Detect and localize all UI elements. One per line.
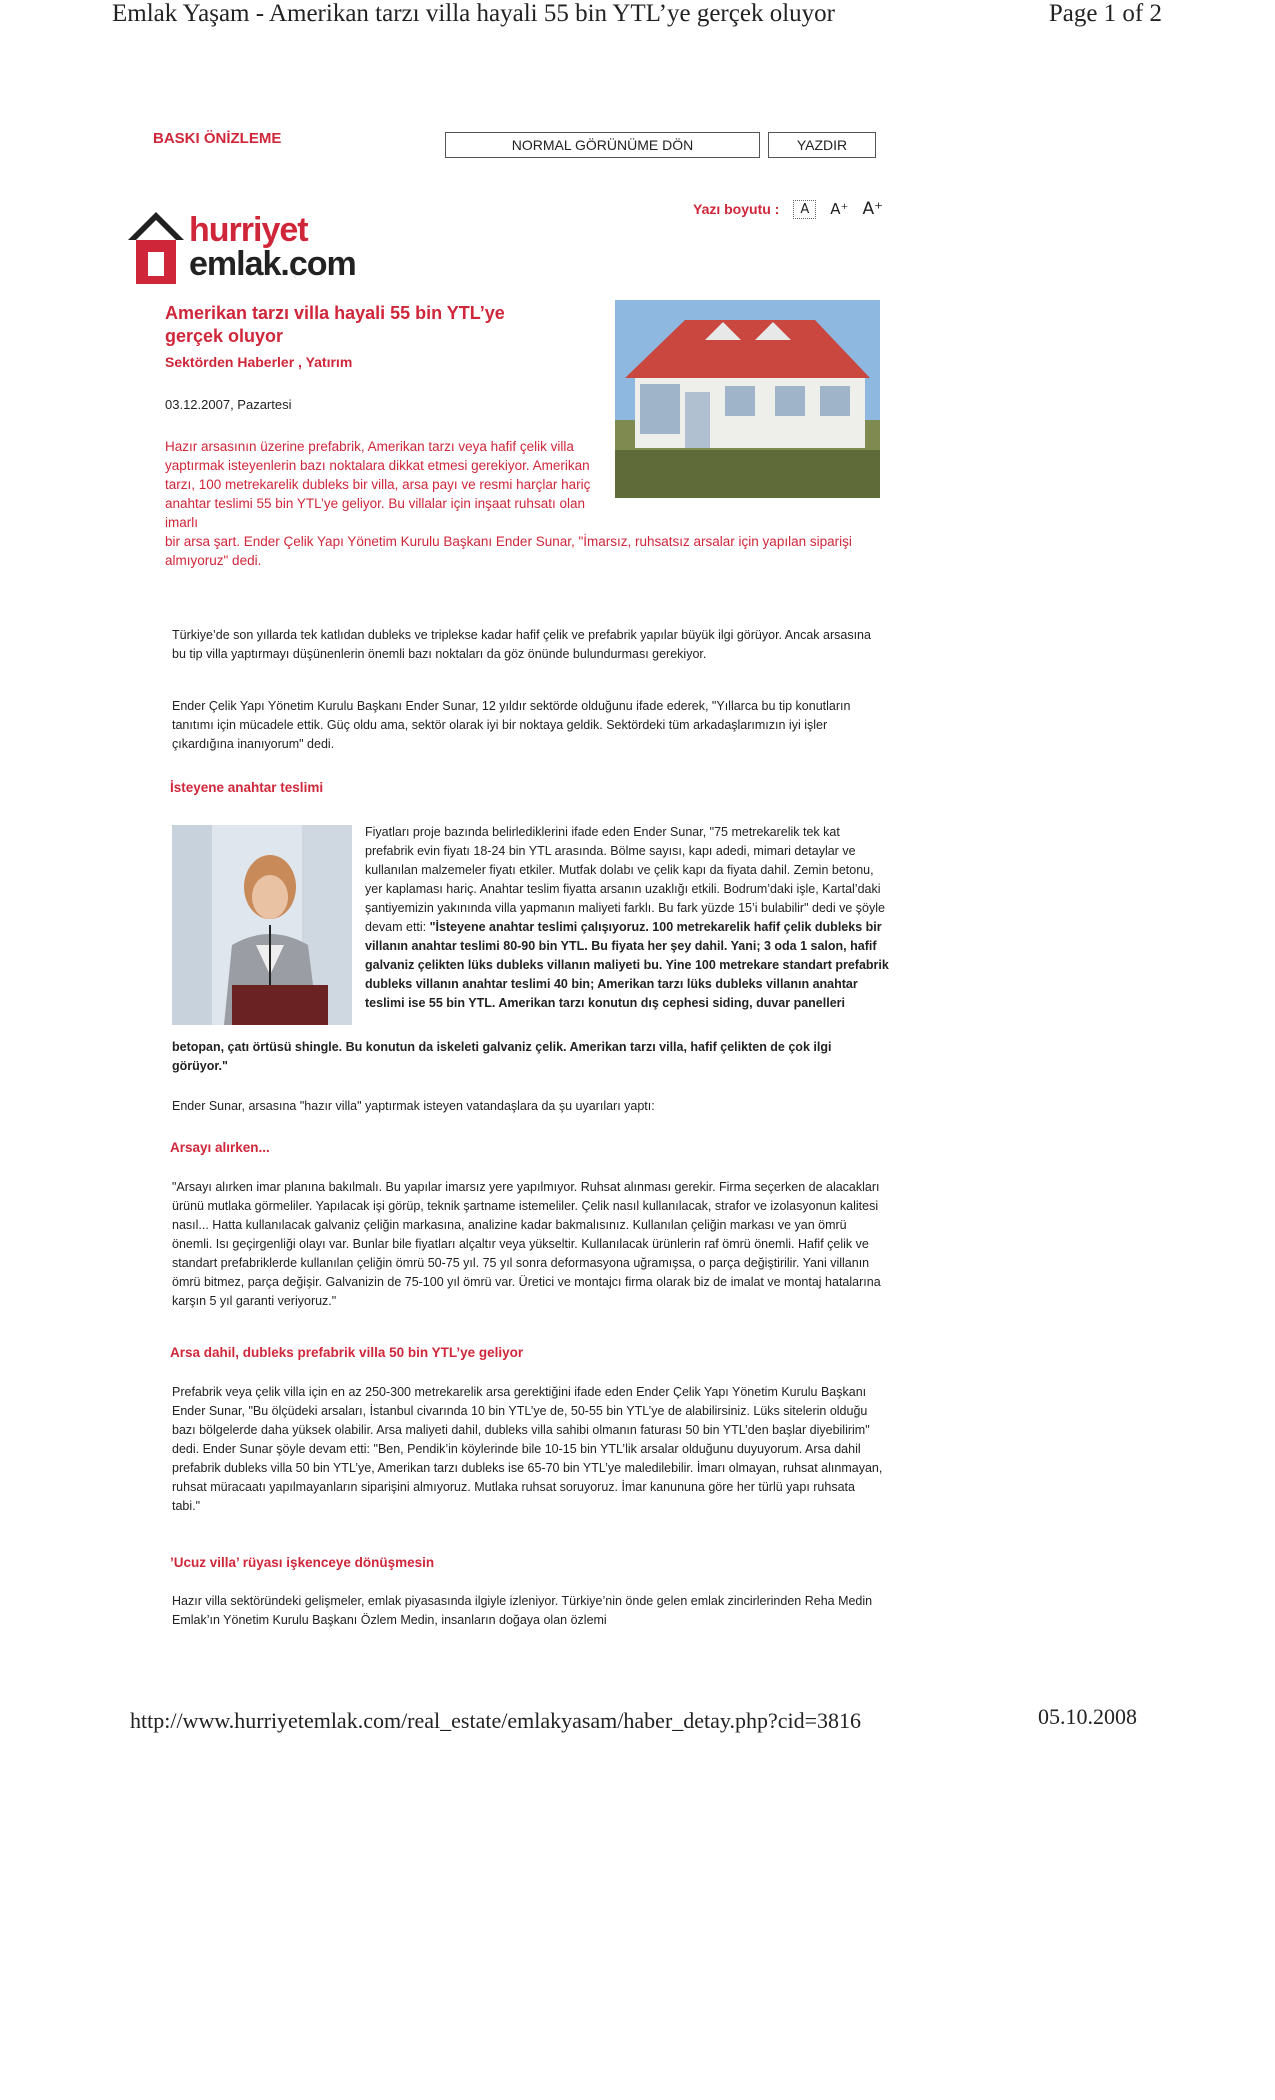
article-lead-part1: Hazır arsasının üzerine prefabrik, Amerikan tarzı veya hafif çelik villa yaptırmak isteyenlerin bazı noktalara dikkat etmesi gerekiyor. Amerikan tarzı, 100 metrekarelik dubleks bir villa, arsa payı ve resmi harçlar hariç anahtar teslimi 55 bin YTL’ye geliyor. Bu villalar için inşaat ruhsatı olan imarlı — [165, 439, 591, 530]
logo-text-emlak: emlak.com — [189, 245, 356, 283]
article-headline: Amerikan tarzı villa hayali 55 bin YTL’ye gerçek oluyor — [165, 303, 505, 346]
article-paragraph-7: Hazır villa sektöründeki gelişmeler, emlak piyasasında ilgiyle izleniyor. Türkiye’nin önde gelen emlak zincirlerinden Reha Medin Emlak’ın Yönetim Kurulu Başkanı Özlem Medin, insanların doğaya olan özlemi — [172, 1594, 873, 1627]
house-logo-icon — [126, 208, 186, 286]
subheading-ucuz-villa: ’Ucuz villa’ rüyası işkenceye dönüşmesin — [170, 1555, 435, 1570]
font-size-small-button[interactable]: A — [793, 200, 816, 219]
article-paragraph-6: Prefabrik veya çelik villa için en az 250-300 metrekarelik arsa gerektiğini ifade eden Ender Çelik Yapı Yönetim Kurulu Başkanı Ender Sunar, "Bu ölçüdeki arsaları, İstanbul civarında 10 bin YTL’ye de, 50-55 bin YTL’ye de alabilirsiniz. Lüks sitelerin olduğu bazı bölgelerde daha yüksek olabilir. Arsa maliyeti dahil, dubleks villa sahibi olmanın faturası 50 bin YTL’den başlar diyebilirim" dedi. Ender Sunar şöyle devam etti: "Ben, Pendik’in köylerinde bile 10-15 bin YTL’lik arsalar olduğunu duyuyorum. Arsa dahil prefabrik dubleks villa 50 bin YTL’ye, Amerikan tarzı dubleks ise 65-70 bin YTL’ye maledilebilir. İmarı olmayan, ruhsat alınmayan, ruhsat müracaatı yapılmayanların siparişini almıyoruz. Mutlaka ruhsat soruyoruz. İmar kanununa göre her türlü yapı ruhsata tabi." — [172, 1385, 883, 1513]
article-paragraph-5: "Arsayı alırken imar planına bakılmalı. Bu yapılar imarsız yere yapılmıyor. Ruhsat alınması gerekir. Firma seçerken de alacakları ürünü mutlaka görmeliler. Yapılacak işi görüp, teknik şartname istemeliler. Çelik nasıl kullanılacak, strafor ve izolasyonun kalitesi nasıl... Hatta kullanılacak galvaniz çeliğin markasına, analizine kadar bakmalısınız. Kullanılan çeliğin markası ve yan ömrü önemli. Isı geçirgenliği olayı var. Bunlar bile fiyatları alçaltır veya yükseltir. Kullanılacak ürünlerin raf ömrü önemli. Hafif çelik ve standart prefabriklerde kullanılan çeliğin ömrü 50-75 yıl. 75 yıl sonra deformasyona uğramışsa, o parça değiştirilir. Yani villanın ömrü bitmez, parça değişir. Galvanizin de 75-100 yıl ömrü var. Üretici ve montajcı firma olarak biz de imalat ve montaj hatalarına karşın 5 yıl garanti veriyoruz." — [172, 1180, 881, 1308]
subheading-anahtar-teslimi: İsteyene anahtar teslimi — [170, 780, 324, 795]
article-paragraph-3-quote: "İsteyene anahtar teslimi çalışıyoruz. 100 metrekarelik hafif çelik dubleks bir villanın anahtar teslimi 80-90 bin YTL. Bu fiyata her şey dahil. Yani; 3 oda 1 salon, hafif galvaniz çelikten lüks dubleks villanın maliyeti bu. Yine 100 metrekare standart prefabrik dubleks villanın anahtar teslimi 40 bin; Amerikan tarzı lüks dubleks villanın anahtar teslimi ise 55 bin YTL. Amerikan tarzı konutun dış cephesi siding, duvar panelleri — [365, 920, 889, 1010]
article-paragraph-3-text: Fiyatları proje bazında belirlediklerini ifade eden Ender Sunar, "75 metrekarelik tek kat prefabrik evin fiyatı 18-24 bin YTL arasında. Bölme sayısı, kapı adedi, mimari detaylar ve kullanılan malzemeler fiyatı etkiler. Mutfak dolabı ve çelik kapı da fiyata dahil. Zemin betonu, yer kaplaması hariç. Anahtar teslim fiyatta arsanın uzaklığı etkili. Bodrum’daki işle, Kartal’daki şantiyemizin yakınında villa yapmanın maliyeti farklı. Bu fark yüzde 15’i bulabilir" dedi ve şöyle devam etti: — [365, 825, 885, 934]
normal-view-button[interactable]: NORMAL GÖRÜNÜME DÖN — [445, 132, 760, 158]
article-lead — [165, 437, 865, 570]
logo-text-hurriyet: hurriyet — [189, 211, 308, 249]
subheading-arsa-dahil: Arsa dahil, dubleks prefabrik villa 50 bin YTL’ye geliyor — [170, 1345, 524, 1360]
print-footer-url: http://www.hurriyetemlak.com/real_estate/emlakyasam/haber_detay.php?cid=3816 — [130, 1708, 862, 1733]
article-lead-part2: bir arsa şart. Ender Çelik Yapı Yönetim Kurulu Başkanı Ender Sunar, "İmarsız, ruhsatsız arsalar için yapılan siparişi almıyoruz" dedi. — [165, 534, 852, 568]
article-paragraph-3-continued: betopan, çatı örtüsü shingle. Bu konutun da iskeleti galvaniz çelik. Amerikan tarzı villa, hafif çelikten de çok ilgi görüyor." — [172, 1040, 832, 1073]
subheading-arsayi-alirken: Arsayı alırken... — [170, 1140, 270, 1155]
article-date: 03.12.2007, Pazartesi — [165, 397, 292, 412]
article-category[interactable]: Sektörden Haberler , Yatırım — [165, 354, 353, 370]
font-size-large-button[interactable]: A⁺ — [862, 199, 884, 219]
print-header-title: Emlak Yaşam - Amerikan tarzı villa hayali 55 bin YTL’ye gerçek oluyor — [112, 0, 835, 27]
article-paragraph-1: Türkiye’de son yıllarda tek katlıdan dubleks ve triplekse kadar hafif çelik ve prefabrik yapılar büyük ilgi görüyor. Ancak arsasına bu tip villa yaptırmayı düşünenlerin önemli bazı noktaları da göz önünde bulundurması gerekiyor. — [172, 628, 871, 661]
print-button[interactable]: YAZDIR — [768, 132, 876, 158]
print-footer-date: 05.10.2008 — [1038, 1704, 1137, 1729]
article-paragraph-2: Ender Çelik Yapı Yönetim Kurulu Başkanı Ender Sunar, 12 yıldır sektörde olduğunu ifade ederek, "Yıllarca bu tip konutların tanıtımı için mücadele ettik. Güç oldu ama, sektör olarak iyi bir noktaya geldik. Sektördeki tüm arkadaşlarımızın iyi işler çıkardığına inanıyorum" dedi. — [172, 699, 851, 751]
article-paragraph-3 — [365, 823, 890, 1013]
font-size-medium-button[interactable]: A⁺ — [830, 200, 849, 218]
font-size-controls — [693, 199, 883, 219]
font-size-label: Yazı boyutu : — [693, 201, 780, 217]
print-page-number: Page 1 of 2 — [1048, 0, 1162, 27]
hurriyet-emlak-logo[interactable] — [126, 208, 406, 286]
ender-sunar-photo — [172, 825, 352, 1025]
print-preview-label: BASKI ÖNİZLEME — [153, 130, 282, 147]
article-paragraph-4: Ender Sunar, arsasına "hazır villa" yaptırmak isteyen vatandaşlara da şu uyarıları yaptı: — [172, 1099, 655, 1113]
